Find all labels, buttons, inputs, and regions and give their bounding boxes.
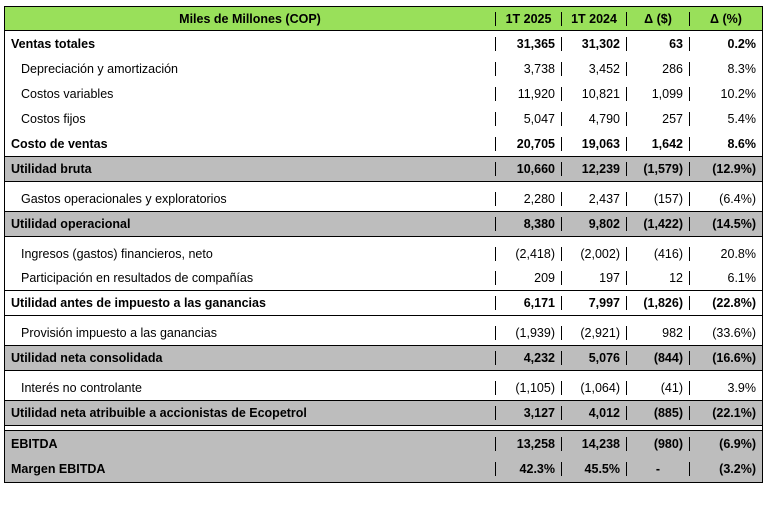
table-row-subtotal — [5, 156, 762, 182]
row-delta-abs: (1,579) — [627, 162, 690, 176]
row-label: Gastos operacionales y exploratorios — [5, 192, 496, 206]
row-value-2024: (2,002) — [562, 247, 627, 261]
table-row — [5, 375, 762, 400]
header-1t-2024: 1T 2024 — [562, 12, 627, 26]
row-label: Participación en resultados de compañías — [5, 271, 496, 285]
row-delta-abs: 286 — [627, 62, 690, 76]
row-label: Margen EBITDA — [5, 462, 496, 476]
row-label: Depreciación y amortización — [5, 62, 496, 76]
row-delta-abs: - — [627, 462, 690, 476]
row-label: Utilidad neta consolidada — [5, 351, 496, 365]
header-delta-abs: Δ ($) — [627, 12, 690, 26]
row-value-2024: (2,921) — [562, 326, 627, 340]
row-delta-abs: (980) — [627, 437, 690, 451]
row-label: Utilidad neta atribuible a accionistas de Ecopetrol — [5, 406, 496, 420]
row-value-2025: (2,418) — [496, 247, 562, 261]
row-delta-abs: (416) — [627, 247, 690, 261]
row-delta-pct: 8.6% — [727, 136, 756, 151]
row-delta-pct: (6.4%) — [719, 191, 756, 206]
header-units: Miles de Millones (COP) — [5, 12, 496, 26]
row-delta-pct: (6.9%) — [719, 436, 756, 451]
row-value-2025: 20,705 — [496, 137, 562, 151]
row-value-2024: 14,238 — [562, 437, 627, 451]
row-delta-pct: 8.3% — [727, 61, 756, 76]
row-delta-abs: 1,642 — [627, 137, 690, 151]
row-delta-abs: (1,422) — [627, 217, 690, 231]
row-delta-pct: (22.1%) — [712, 406, 756, 420]
table-header-row — [5, 6, 762, 31]
table-row-subtotal — [5, 211, 762, 237]
table-row — [5, 241, 762, 266]
row-value-2025: 5,047 — [496, 112, 562, 126]
row-value-2024: 19,063 — [562, 137, 627, 151]
row-label: Utilidad operacional — [5, 217, 496, 231]
row-label: Ventas totales — [5, 37, 496, 51]
row-label: Costos fijos — [5, 112, 496, 126]
table-row — [5, 131, 762, 156]
row-delta-abs: 12 — [627, 271, 690, 285]
header-delta-pct: Δ (%) — [710, 11, 742, 26]
row-delta-abs: (157) — [627, 192, 690, 206]
row-delta-pct: 6.1% — [727, 271, 756, 285]
row-delta-abs: 982 — [627, 326, 690, 340]
row-label: Utilidad antes de impuesto a las ganancias — [5, 296, 496, 310]
row-delta-pct: (22.8%) — [712, 296, 756, 310]
row-value-2025: 10,660 — [496, 162, 562, 176]
row-delta-abs: 257 — [627, 112, 690, 126]
row-value-2024: 10,821 — [562, 87, 627, 101]
row-delta-pct: (16.6%) — [712, 351, 756, 365]
row-value-2025: 42.3% — [496, 462, 562, 476]
row-value-2024: 4,012 — [562, 406, 627, 420]
table-row — [5, 266, 762, 291]
row-delta-pct: 10.2% — [720, 86, 756, 101]
row-value-2024: 3,452 — [562, 62, 627, 76]
table-row-subtotal — [5, 345, 762, 371]
table-row-subtotal — [5, 291, 762, 316]
row-label: Utilidad bruta — [5, 162, 496, 176]
table-row — [5, 186, 762, 211]
table-row-ebitda — [5, 430, 762, 456]
row-delta-abs: (844) — [627, 351, 690, 365]
row-delta-pct: 5.4% — [727, 111, 756, 126]
table-row — [5, 320, 762, 345]
table-row — [5, 106, 762, 131]
row-value-2024: 7,997 — [562, 296, 627, 310]
row-value-2025: 209 — [496, 271, 562, 285]
row-value-2024: 12,239 — [562, 162, 627, 176]
table-row-ebitda-margin — [5, 456, 762, 482]
row-value-2025: 6,171 — [496, 296, 562, 310]
row-delta-abs: (885) — [627, 406, 690, 420]
row-value-2025: 3,738 — [496, 62, 562, 76]
row-value-2024: 5,076 — [562, 351, 627, 365]
row-value-2025: 8,380 — [496, 217, 562, 231]
row-value-2024: 4,790 — [562, 112, 627, 126]
row-delta-pct: 20.8% — [720, 246, 756, 261]
row-delta-abs: 63 — [627, 37, 690, 51]
row-delta-abs: (1,826) — [627, 296, 690, 310]
table-row — [5, 81, 762, 106]
row-value-2025: 2,280 — [496, 192, 562, 206]
row-value-2024: 9,802 — [562, 217, 627, 231]
row-value-2025: (1,105) — [496, 381, 562, 395]
row-delta-pct: (3.2%) — [719, 462, 756, 476]
row-value-2025: 4,232 — [496, 351, 562, 365]
row-value-2025: 11,920 — [496, 87, 562, 101]
row-value-2024: 197 — [562, 271, 627, 285]
row-label: Ingresos (gastos) financieros, neto — [5, 247, 496, 261]
row-value-2024: 2,437 — [562, 192, 627, 206]
row-delta-abs: (41) — [627, 381, 690, 395]
row-value-2024: 31,302 — [562, 37, 627, 51]
income-statement-table — [4, 6, 763, 483]
row-value-2024: (1,064) — [562, 381, 627, 395]
row-label: EBITDA — [5, 437, 496, 451]
row-delta-pct: (33.6%) — [712, 325, 756, 340]
row-label: Costo de ventas — [5, 137, 496, 151]
row-value-2025: 31,365 — [496, 37, 562, 51]
header-1t-2025: 1T 2025 — [496, 12, 562, 26]
table-row — [5, 31, 762, 56]
row-value-2025: (1,939) — [496, 326, 562, 340]
row-value-2025: 3,127 — [496, 406, 562, 420]
table-row — [5, 56, 762, 81]
row-label: Interés no controlante — [5, 381, 496, 395]
row-label: Costos variables — [5, 87, 496, 101]
row-value-2024: 45.5% — [562, 462, 627, 476]
row-label: Provisión impuesto a las ganancias — [5, 326, 496, 340]
row-delta-pct: 3.9% — [727, 380, 756, 395]
row-delta-pct: (12.9%) — [712, 162, 756, 176]
row-delta-abs: 1,099 — [627, 87, 690, 101]
row-value-2025: 13,258 — [496, 437, 562, 451]
row-delta-pct: (14.5%) — [712, 217, 756, 231]
row-delta-pct: 0.2% — [727, 36, 756, 51]
table-row-subtotal — [5, 400, 762, 426]
